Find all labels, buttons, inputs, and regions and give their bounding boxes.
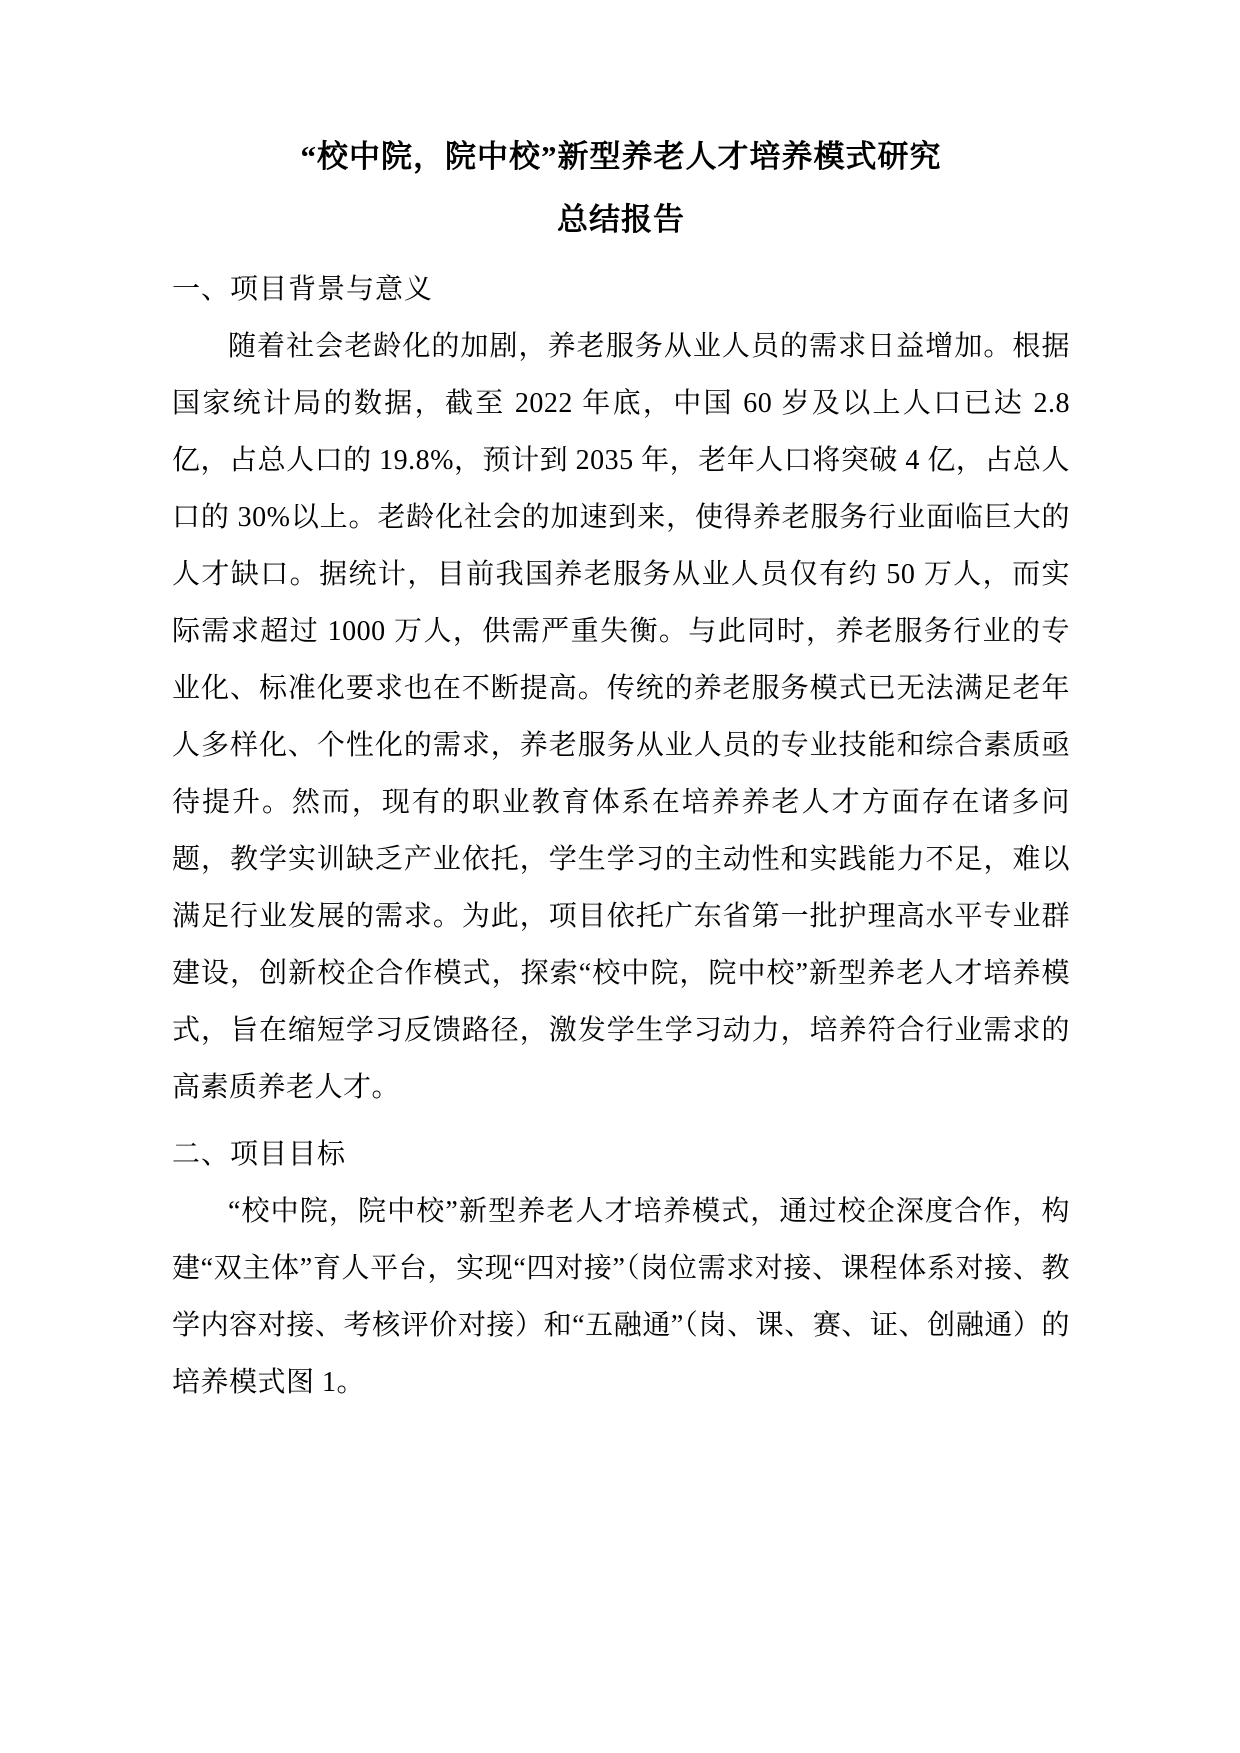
document-title-line2: 总结报告 — [557, 202, 685, 237]
section-2-paragraph: “校中院，院中校”新型养老人才培养模式，通过校企深度合作，构建“双主体”育人平台，实现“四对接”（岗位需求对接、课程体系对接、教学内容对接、考核评价对接）和“五融通”（岗、课、赛、证、创融通）的培养模式图 1。 — [172, 1196, 1070, 1398]
section-1-heading: 一、项目背景与意义 — [172, 274, 434, 305]
section-2-heading: 二、项目目标 — [172, 1139, 347, 1170]
section-1-paragraph: 随着社会老龄化的加剧，养老服务从业人员的需求日益增加。根据国家统计局的数据，截至 2022 年底，中国 60 岁及以上人口已达 2.8 亿，占总人口的 19.8%，预计到 2035 年，老年人口将突破 4 亿，占总人口的 30%以上。老龄化社会的加速到来，使得养老服务行业面临巨大的人才缺口。据统计，目前我国养老服务从业人员仅有约 50 万人，而实际需求超过 1000 万人，供需严重失衡。与此同时，养老服务行业的专业化、标准化要求也在不断提高。传统的养老服务模式已无法满足老年人多样化、个性化的需求，养老服务从业人员的专业技能和综合素质亟待提升。然而，现有的职业教育体系在培养养老人才方面存在诸多问题，教学实训缺乏产业依托，学生学习的主动性和实践能力不足，难以满足行业发展的需求。为此，项目依托广东省第一批护理高水平专业群建设，创新校企合作模式，探索“校中院，院中校”新型养老人才培养模式，旨在缩短学习反馈路径，激发学生学习动力，培养符合行业需求的高素质养老人才。 — [172, 331, 1070, 1103]
document-title-line1: “校中院，院中校”新型养老人才培养模式研究 — [300, 139, 942, 174]
